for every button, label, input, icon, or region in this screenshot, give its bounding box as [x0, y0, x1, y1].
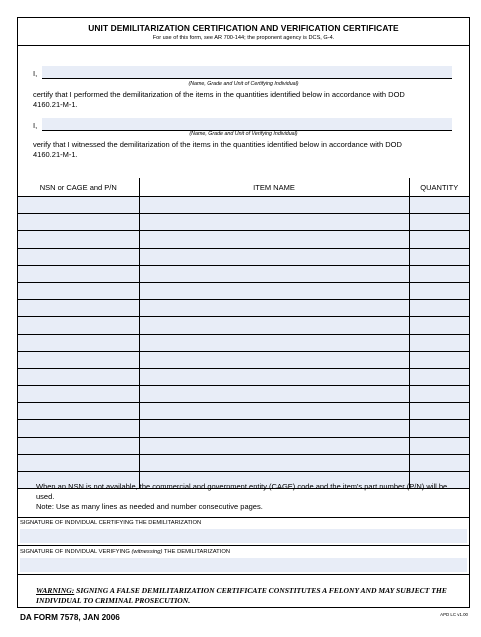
input-fill[interactable]: [410, 231, 470, 247]
input-fill[interactable]: [140, 369, 409, 385]
form-version: APD LC v1.00: [440, 612, 468, 617]
form-id: DA FORM 7578, JAN 2006: [20, 613, 120, 622]
input-fill[interactable]: [18, 214, 139, 230]
nsn-cell[interactable]: [18, 420, 139, 437]
input-fill[interactable]: [140, 403, 409, 419]
input-fill[interactable]: [18, 249, 139, 265]
verifying-label-part: SIGNATURE OF INDIVIDUAL VERIFYING: [20, 549, 132, 555]
input-fill[interactable]: [410, 317, 470, 333]
item-name-cell[interactable]: [139, 351, 409, 368]
quantity-cell[interactable]: [409, 454, 469, 471]
table-row: [18, 437, 469, 454]
quantity-cell[interactable]: [409, 317, 469, 334]
quantity-cell[interactable]: [409, 420, 469, 437]
table-row: [18, 197, 469, 214]
input-fill[interactable]: [18, 300, 139, 316]
quantity-cell[interactable]: [409, 265, 469, 282]
input-fill[interactable]: [140, 317, 409, 333]
input-fill[interactable]: [140, 249, 409, 265]
column-header-item-name: ITEM NAME: [139, 178, 409, 197]
input-fill[interactable]: [410, 335, 470, 351]
input-fill[interactable]: [410, 455, 470, 471]
form-container: [17, 17, 470, 608]
table-row: [18, 282, 469, 299]
input-fill[interactable]: [18, 420, 139, 436]
form-title: UNIT DEMILITARIZATION CERTIFICATION AND VERIFICATION CERTIFICATE: [88, 23, 399, 33]
divider: [18, 517, 469, 518]
quantity-cell[interactable]: [409, 403, 469, 420]
form-subtitle: For use of this form, see AR 700-144; the proponent agency is DCS, G-4.: [152, 35, 335, 41]
input-fill[interactable]: [140, 420, 409, 436]
input-fill[interactable]: [140, 197, 409, 213]
nsn-cell[interactable]: [18, 334, 139, 351]
quantity-cell[interactable]: [409, 437, 469, 454]
input-fill[interactable]: [18, 455, 139, 471]
quantity-cell[interactable]: [409, 368, 469, 385]
certify-i-label: I,: [33, 69, 38, 78]
table-header-row: [18, 178, 469, 197]
table-row: [18, 334, 469, 351]
item-name-cell[interactable]: [139, 437, 409, 454]
input-fill[interactable]: [18, 266, 139, 282]
nsn-cell[interactable]: [18, 437, 139, 454]
item-name-cell[interactable]: [139, 214, 409, 231]
nsn-note: When an NSN is not available, the commercial and government entity (CAGE) code and the item's part number (P/N) will be used.: [36, 482, 448, 501]
verifying-label-part: THE DEMILITARIZATION: [162, 549, 231, 555]
table-row: [18, 454, 469, 471]
table-row: [18, 300, 469, 317]
nsn-cell[interactable]: [18, 214, 139, 231]
input-fill[interactable]: [410, 283, 470, 299]
input-fill[interactable]: [18, 352, 139, 368]
warning-label: WARNING:: [36, 586, 75, 595]
quantity-cell[interactable]: [409, 351, 469, 368]
column-header-nsn: NSN or CAGE and P/N: [18, 178, 139, 197]
verifying-name-field[interactable]: [42, 118, 452, 131]
table-row: [18, 248, 469, 265]
input-fill[interactable]: [18, 438, 139, 454]
item-name-cell[interactable]: [139, 300, 409, 317]
item-name-cell[interactable]: [139, 420, 409, 437]
input-fill[interactable]: [410, 438, 470, 454]
input-fill[interactable]: [410, 214, 470, 230]
input-fill[interactable]: [18, 317, 139, 333]
nsn-cell[interactable]: [18, 231, 139, 248]
table-row: [18, 265, 469, 282]
certifying-name-field[interactable]: [42, 66, 452, 79]
input-fill[interactable]: [18, 386, 139, 402]
nsn-cell[interactable]: [18, 317, 139, 334]
quantity-cell[interactable]: [409, 334, 469, 351]
input-fill[interactable]: [140, 352, 409, 368]
divider: [18, 545, 469, 546]
input-fill[interactable]: [140, 438, 409, 454]
column-header-quantity: QUANTITY: [409, 178, 469, 197]
input-fill[interactable]: [140, 214, 409, 230]
table-row: [18, 214, 469, 231]
nsn-cell[interactable]: [18, 248, 139, 265]
input-fill[interactable]: [410, 300, 470, 316]
divider: [18, 45, 469, 46]
input-fill[interactable]: [410, 197, 470, 213]
input-fill[interactable]: [410, 249, 470, 265]
item-name-cell[interactable]: [139, 368, 409, 385]
items-table: [18, 178, 469, 489]
quantity-cell[interactable]: [409, 214, 469, 231]
input-fill[interactable]: [410, 403, 470, 419]
nsn-cell[interactable]: [18, 351, 139, 368]
quantity-cell[interactable]: [409, 197, 469, 214]
table-row: [18, 351, 469, 368]
input-fill[interactable]: [140, 231, 409, 247]
quantity-cell[interactable]: [409, 300, 469, 317]
item-name-cell[interactable]: [139, 265, 409, 282]
input-fill[interactable]: [140, 386, 409, 402]
input-fill[interactable]: [140, 266, 409, 282]
input-fill[interactable]: [140, 283, 409, 299]
quantity-cell[interactable]: [409, 386, 469, 403]
nsn-cell[interactable]: [18, 403, 139, 420]
table-row: [18, 420, 469, 437]
nsn-cell[interactable]: [18, 386, 139, 403]
quantity-cell[interactable]: [409, 248, 469, 265]
warning-body: SIGNING A FALSE DEMILITARIZATION CERTIFICATE CONSTITUTES A FELONY AND MAY SUBJECT THE INDIVIDUAL TO CRIMINAL PROSECUTION.: [36, 586, 447, 605]
nsn-cell[interactable]: [18, 265, 139, 282]
item-name-cell[interactable]: [139, 317, 409, 334]
verify-i-label: I,: [33, 121, 38, 130]
item-name-cell[interactable]: [139, 386, 409, 403]
nsn-cell[interactable]: [18, 282, 139, 299]
input-fill[interactable]: [410, 352, 470, 368]
item-name-cell[interactable]: [139, 231, 409, 248]
input-fill[interactable]: [18, 403, 139, 419]
nsn-cell[interactable]: [18, 454, 139, 471]
table-body: [18, 197, 469, 489]
input-fill[interactable]: [18, 283, 139, 299]
input-fill[interactable]: [140, 455, 409, 471]
table-row: [18, 317, 469, 334]
nsn-cell[interactable]: [18, 368, 139, 385]
input-fill[interactable]: [410, 266, 470, 282]
input-fill[interactable]: [18, 335, 139, 351]
certifying-caption: (Name, Grade and Unit of Certifying Individual): [188, 81, 299, 87]
verifying-caption: (Name, Grade and Unit of Verifying Individual): [189, 131, 298, 137]
input-fill[interactable]: [410, 420, 470, 436]
certifying-signature-label: SIGNATURE OF INDIVIDUAL CERTIFYING THE DEMILITARIZATION: [20, 520, 202, 526]
quantity-cell[interactable]: [409, 231, 469, 248]
lines-note: Note: Use as many lines as needed and number consecutive pages.: [36, 502, 263, 511]
table-row: [18, 386, 469, 403]
item-name-cell[interactable]: [139, 282, 409, 299]
item-name-cell[interactable]: [139, 334, 409, 351]
table-row: [18, 368, 469, 385]
item-name-cell[interactable]: [139, 454, 409, 471]
warning-text: [36, 586, 456, 606]
item-name-cell[interactable]: [139, 248, 409, 265]
quantity-cell[interactable]: [409, 282, 469, 299]
certify-statement: certify that I performed the demilitarization of the items in the quantities identified below in accordance with DOD 4160.21-M-1.: [33, 90, 405, 109]
item-name-cell[interactable]: [139, 197, 409, 214]
input-fill[interactable]: [18, 197, 139, 213]
table-row: [18, 231, 469, 248]
input-fill[interactable]: [140, 300, 409, 316]
certifying-signature-field[interactable]: [20, 529, 467, 543]
input-fill[interactable]: [18, 369, 139, 385]
verifying-label-witnessing: (witnessing): [131, 549, 163, 555]
input-fill[interactable]: [18, 231, 139, 247]
divider: [18, 574, 469, 575]
verifying-signature-field[interactable]: [20, 558, 467, 572]
nsn-cell[interactable]: [18, 300, 139, 317]
item-name-cell[interactable]: [139, 403, 409, 420]
input-fill[interactable]: [140, 335, 409, 351]
input-fill[interactable]: [410, 386, 470, 402]
nsn-cell[interactable]: [18, 197, 139, 214]
table-row: [18, 403, 469, 420]
input-fill[interactable]: [410, 369, 470, 385]
verifying-signature-label: [20, 549, 230, 555]
verify-statement: verify that I witnessed the demilitarization of the items in the quantities identified below in accordance with DOD 4160.21-M-1.: [33, 140, 402, 159]
